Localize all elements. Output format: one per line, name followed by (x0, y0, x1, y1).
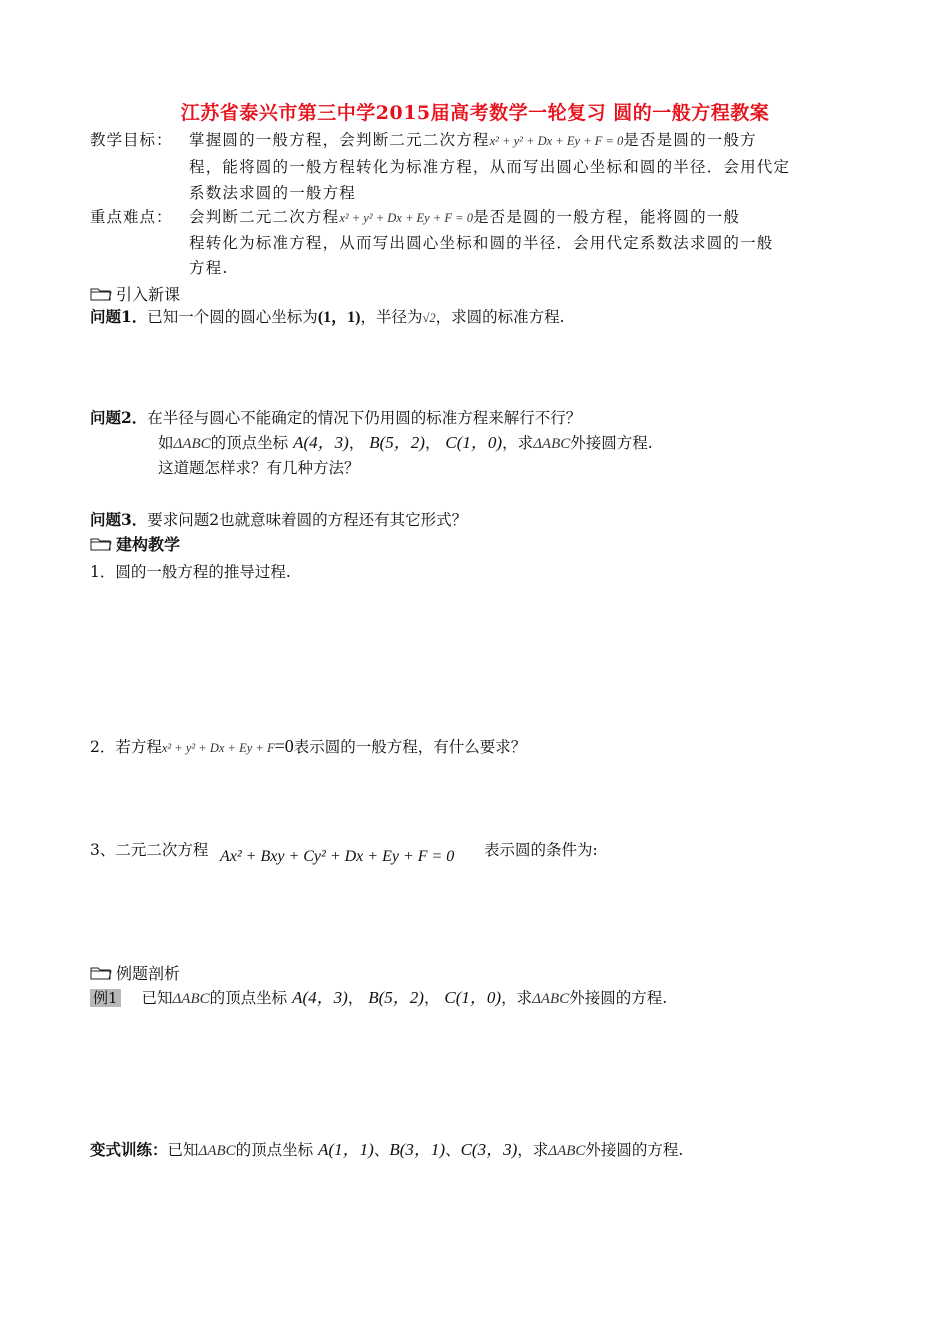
objectives-equation: x² + y² + Dx + Ey + F = 0 (489, 134, 624, 148)
question-3-text: 要求问题2也就意味着圆的方程还有其它形式？ (147, 511, 468, 529)
variant-triangle: ΔABC (198, 1143, 236, 1159)
keypoints-line3: 方程. (189, 259, 229, 277)
item-3-label: 3、二元二次方程 (90, 841, 209, 859)
example-1-text-b: 的顶点坐标 (209, 989, 288, 1007)
keypoints-line1 (189, 205, 859, 227)
question-3 (90, 508, 467, 532)
example-1: 例1 已知ΔABC的顶点坐标 A(4，3)， B(5，2)， C(1，0)，求ΔABC外接圆的方程. (90, 986, 667, 1011)
variant-sep-1: 、 (373, 1141, 390, 1159)
example-1-point-c: C(1，0) (444, 988, 502, 1007)
section-intro (90, 282, 180, 305)
question-2-sub1: 如ΔABC的顶点坐标 A(4，3)， B(5，2)， C(1，0)，求ΔABC外接圆方程. (158, 433, 653, 452)
question-2-label: 问题2． (90, 408, 148, 427)
question-2-sub1-c: ，求 (502, 434, 534, 452)
triangle-abc-2: ΔABC (533, 436, 571, 452)
example-1-text-d: 外接圆的方程. (569, 989, 668, 1007)
item-1: 1．圆的一般方程的推导过程. (90, 563, 291, 581)
section-intro-label: 引入新课 (116, 285, 181, 304)
variant-point-a: A(1，1) (318, 1140, 374, 1159)
folder-icon (90, 965, 112, 980)
variant-text-b: 的顶点坐标 (235, 1141, 314, 1159)
section-build (90, 532, 180, 555)
point-a: A(4，3) (293, 433, 349, 452)
item-2 (90, 734, 526, 760)
keypoints-line2: 程转化为标准方程，从而写出圆心坐标和圆的半径．会用代定系数法求圆的一般 (189, 234, 774, 252)
keypoints-label: 重点难点： (90, 208, 173, 226)
variant-sep-2: 、 (445, 1141, 461, 1159)
objectives-line2: 程，能将圆的一般方程转化为标准方程，从而写出圆心坐标和圆的半径．会用代定 (189, 158, 791, 176)
section-example-label: 例题剖析 (116, 964, 181, 983)
question-1-label: 问题1． (90, 307, 148, 326)
variant-point-c: C(3，3) (460, 1140, 518, 1159)
item-2-text-b: 表示圆的一般方程，有什么要求？ (293, 738, 527, 756)
page-title: 江苏省泰兴市第三中学2015届高考数学一轮复习 圆的一般方程教案 (180, 102, 770, 124)
question-2-sub1-d: 外接圆方程. (570, 434, 653, 452)
question-2-sub1-a: 如 (158, 434, 174, 452)
variant-point-b: B(3，1) (389, 1140, 446, 1159)
objectives-text-a: 掌握圆的一般方程，会判断二元二次方程 (189, 131, 490, 149)
question-1-center: (1，1) (317, 309, 361, 326)
folder-icon (90, 536, 112, 551)
question-3-label: 问题3． (90, 510, 148, 529)
variant-text-c: ，求 (517, 1141, 549, 1159)
item-2-text-a: 2．若方程 (90, 738, 162, 756)
keypoints-text-b: 是否是圆的一般方程，能将圆的一般 (472, 208, 741, 226)
item-3-equation: Ax² + Bxy + Cy² + Dx + Ey + F = 0 (220, 848, 455, 865)
keypoints-text-a: 会判断二元二次方程 (189, 208, 340, 226)
question-2 (90, 406, 581, 430)
example-1-point-a: A(4，3) (292, 988, 348, 1007)
variant-label: 变式训练： (90, 1140, 168, 1159)
example-1-triangle: ΔABC (172, 991, 210, 1007)
item-2-equation: x² + y² + Dx + Ey + F (161, 741, 275, 755)
point-b: B(5，2) (369, 433, 425, 452)
question-1-text-a: 已知一个圆的圆心坐标为 (147, 308, 318, 326)
question-2-sub1-b: 的顶点坐标 (210, 434, 289, 452)
example-1-text-c: ，求 (501, 989, 533, 1007)
objectives-label: 教学目标： (90, 131, 173, 149)
example-1-point-b: B(5，2) (368, 988, 424, 1007)
question-2-text: 在半径与圆心不能确定的情况下仍用圆的标准方程来解行不行？ (147, 409, 582, 427)
example-1-triangle-2: ΔABC (532, 991, 570, 1007)
triangle-abc: ΔABC (173, 436, 211, 452)
item-3-text-b: 表示圆的条件为: (484, 841, 598, 859)
question-1-radius: √2 (422, 311, 436, 325)
variant-text-a: 已知 (167, 1141, 199, 1159)
item-2-equation-end: =0 (274, 736, 294, 756)
variant-text-d: 外接圆的方程. (585, 1141, 684, 1159)
variant-triangle-2: ΔABC (548, 1143, 586, 1159)
question-1-text-b: ，半径为 (360, 308, 423, 326)
section-example (90, 961, 180, 984)
example-1-text-a: 已知 (141, 989, 173, 1007)
keypoints-equation: x² + y² + Dx + Ey + F = 0 (339, 211, 473, 225)
objectives-line3: 系数法求圆的一般方程 (189, 184, 357, 202)
folder-icon (90, 286, 112, 301)
objectives-text-b: 是否是圆的一般方 (623, 131, 757, 149)
example-1-badge: 例1 (90, 989, 121, 1007)
point-c: C(1，0) (445, 433, 503, 452)
variant-training (90, 1138, 683, 1163)
question-1 (90, 305, 565, 330)
question-1-text-c: ，求圆的标准方程. (435, 308, 565, 326)
section-build-label: 建构教学 (116, 535, 181, 554)
objectives-line1 (189, 128, 859, 150)
question-2-sub2: 这道题怎样求？有几种方法？ (158, 459, 360, 477)
